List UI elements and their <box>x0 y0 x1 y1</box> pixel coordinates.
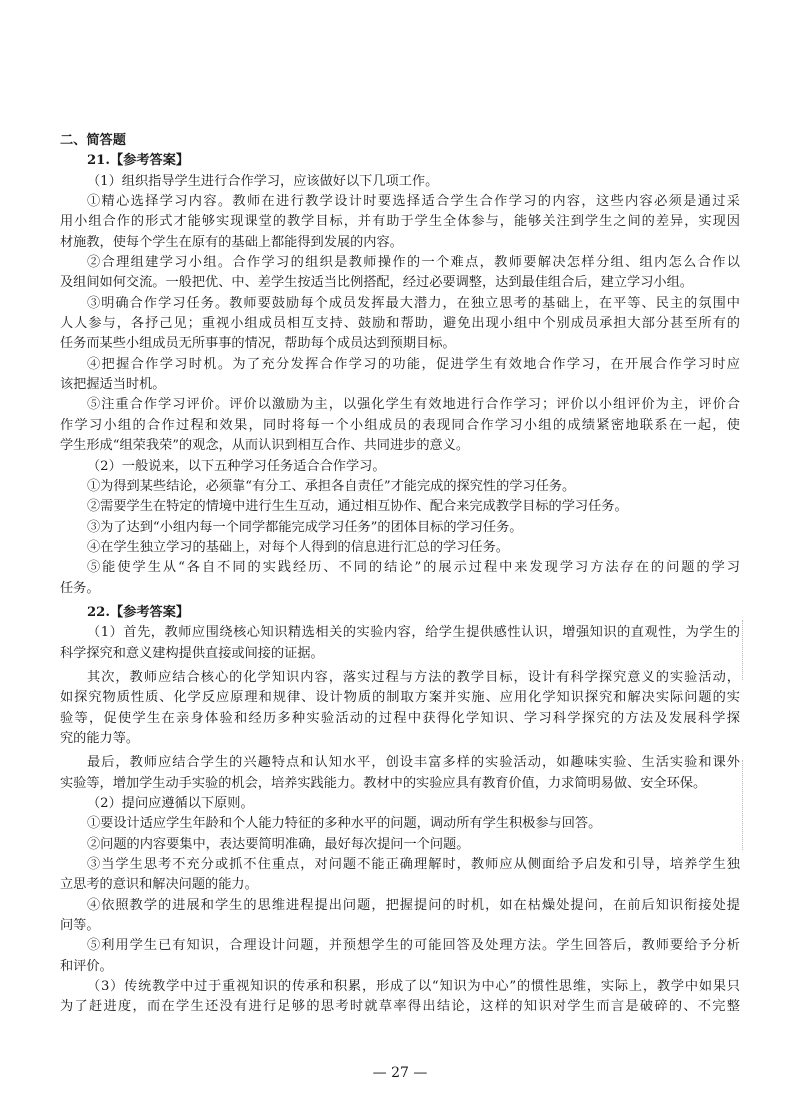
answer-21-line: ④把握合作学习时机。为了充分发挥合作学习的功能，促进学生有效地合作学习，在开展合作学习时应 <box>87 356 740 372</box>
answer-21-line: 人人参与，各抒己见；重视小组成员相互支持、鼓励和帮助，避免出现小组中个别成员承担大部分甚至所有的 <box>60 316 740 332</box>
answer-21-line: （1）组织指导学生进行合作学习，应该做好以下几项工作。 <box>87 173 439 189</box>
answer-21-line: 及组间如何交流。一般把优、中、差学生按适当比例搭配，经过必要调整，达到最佳组合后，建立学习小组。 <box>60 275 693 291</box>
answer-21-line: ①精心选择学习内容。教师在进行教学设计时要选择适合学生合作学习的内容，这些内容必须是通过采 <box>87 194 740 210</box>
answer-22-line: 如探究物质性质、化学反应原理和规律、设计物质的制取方案并实施、应用化学知识探究和解决实际问题的实 <box>60 690 740 706</box>
answer-21-line: 任务。 <box>60 580 100 596</box>
answer-21 <box>60 151 740 599</box>
answer-22-line: （3）传统教学中过于重视知识的传承和积累，形成了以“知识为中心”的惯性思维，实际上，教学中如果只 <box>87 979 740 995</box>
answer-21-line: 用小组合作的形式才能够实现课堂的教学目标，并有助于学生全体参与，能够关注到学生之间的差异，实现因 <box>60 214 740 230</box>
page-content <box>60 131 740 1018</box>
page-number: — 27 — <box>372 1065 428 1081</box>
answer-21-line: 作学习小组的合作过程和效果，同时将每一个小组成员的表现同合作学习小组的成绩紧密地联系在一起，使 <box>60 417 740 433</box>
answer-22-line: 问等。 <box>60 918 100 934</box>
answer-22-line: 究的能力等。 <box>60 730 140 746</box>
answer-22 <box>60 603 740 1018</box>
section-title: 二、简答题 <box>60 133 126 148</box>
answer-21-line: ⑤能使学生从“各自不同的实践经历、不同的结论”的展示过程中来发现学习方法存在的问题的学习 <box>87 560 740 576</box>
answer-22-line: 验等，促使学生在亲身体验和经历多种实验活动的过程中获得化学知识、学习科学探究的方法及发展科学探 <box>60 710 740 726</box>
answer-21-line: ③明确合作学习任务。教师要鼓励每个成员发挥最大潜力，在独立思考的基础上，在平等、民主的氛围中 <box>87 295 740 311</box>
answer-22-line: 立思考的意识和解决问题的能力。 <box>60 877 258 893</box>
answer-21-line: （2）一般说来，以下五种学习任务适合合作学习。 <box>87 458 386 474</box>
answer-22-line: 和评价。 <box>60 958 113 974</box>
answer-22-line: ③当学生思考不充分或抓不住重点，对问题不能正确理解时，教师应从侧面给予启发和引导，培养学生独 <box>87 857 740 873</box>
answer-22-line: 其次，教师应结合核心的化学知识内容，落实过程与方法的教学目标，设计有科学探究意义的实验活动， <box>87 669 740 685</box>
margin-scan-mark <box>742 620 743 680</box>
answer-21-line: 该把握适当时机。 <box>60 377 166 393</box>
answer-21-line: ⑤注重合作学习评价。评价以激励为主，以强化学生有效地进行合作学习；评价以小组评价为主，评价合 <box>87 397 740 413</box>
answer-21-label: 21.【参考答案】 <box>87 153 190 169</box>
answer-21-line: ①为得到某些结论，必须靠“有分工、承担各自责任”才能完成的探究性的学习任务。 <box>87 478 576 494</box>
margin-scan-mark <box>742 760 743 850</box>
answer-22-line: （2）提问应遵循以下原则。 <box>87 796 254 811</box>
answer-22-line: 实验等，增加学生动手实验的机会，培养实践能力。教材中的实验应具有教育价值，力求简明易做、安全环保。 <box>60 775 707 791</box>
answer-21-line: ③为了达到“小组内每一个同学都能完成学习任务”的团体目标的学习任务。 <box>87 519 523 535</box>
answer-22-line: ①要设计适应学生年龄和个人能力特征的多种水平的问题，调动所有学生积极参与回答。 <box>87 816 602 832</box>
answer-22-line: ④依照教学的进展和学生的思维进程提出问题，把握提问的时机，如在枯燥处提问，在前后知识衔接处提 <box>87 897 740 913</box>
answer-21-line: ②合理组建学习小组。合作学习的组织是教师操作的一个难点，教师要解决怎样分组、组内怎么合作以 <box>87 255 740 271</box>
answer-21-line: 学生形成“组荣我荣”的观念，从而认识到相互合作、共同进步的意义。 <box>60 438 470 454</box>
answer-22-label: 22.【参考答案】 <box>87 604 190 620</box>
answer-22-line: 最后，教师应结合学生的兴趣特点和认知水平，创设丰富多样的实验活动，如趣味实验、生活实验和课外 <box>87 755 740 771</box>
answer-22-line: ②问题的内容要集中，表达要简明准确，最好每次提问一个问题。 <box>87 836 470 852</box>
answer-22-line: 为了赶进度，而在学生还没有进行足够的思考时就草率得出结论，这样的知识对学生而言是破碎的、不完整 <box>60 999 740 1015</box>
answer-21-line: 材施教，使每个学生在原有的基础上都能得到发展的内容。 <box>60 234 403 250</box>
answer-21-line: ④在学生独立学习的基础上，对每个人得到的信息进行汇总的学习任务。 <box>87 539 509 555</box>
answer-21-line: 任务而某些小组成员无所事事的情况，帮助每个成员达到预期目标。 <box>60 336 456 352</box>
answer-21-line: ②需要学生在特定的情境中进行生生互动，通过相互协作、配合来完成教学目标的学习任务。 <box>87 499 628 515</box>
answer-22-line: 科学探究和意义建构提供直接或间接的证据。 <box>60 645 324 661</box>
answer-22-line: （1）首先，教师应围绕核心知识精选相关的实验内容，给学生提供感性认识，增强知识的直观性，为学生的 <box>87 625 740 641</box>
answer-22-line: ⑤利用学生已有知识，合理设计问题，并预想学生的可能回答及处理方法。学生回答后，教师要给予分析 <box>87 938 740 954</box>
